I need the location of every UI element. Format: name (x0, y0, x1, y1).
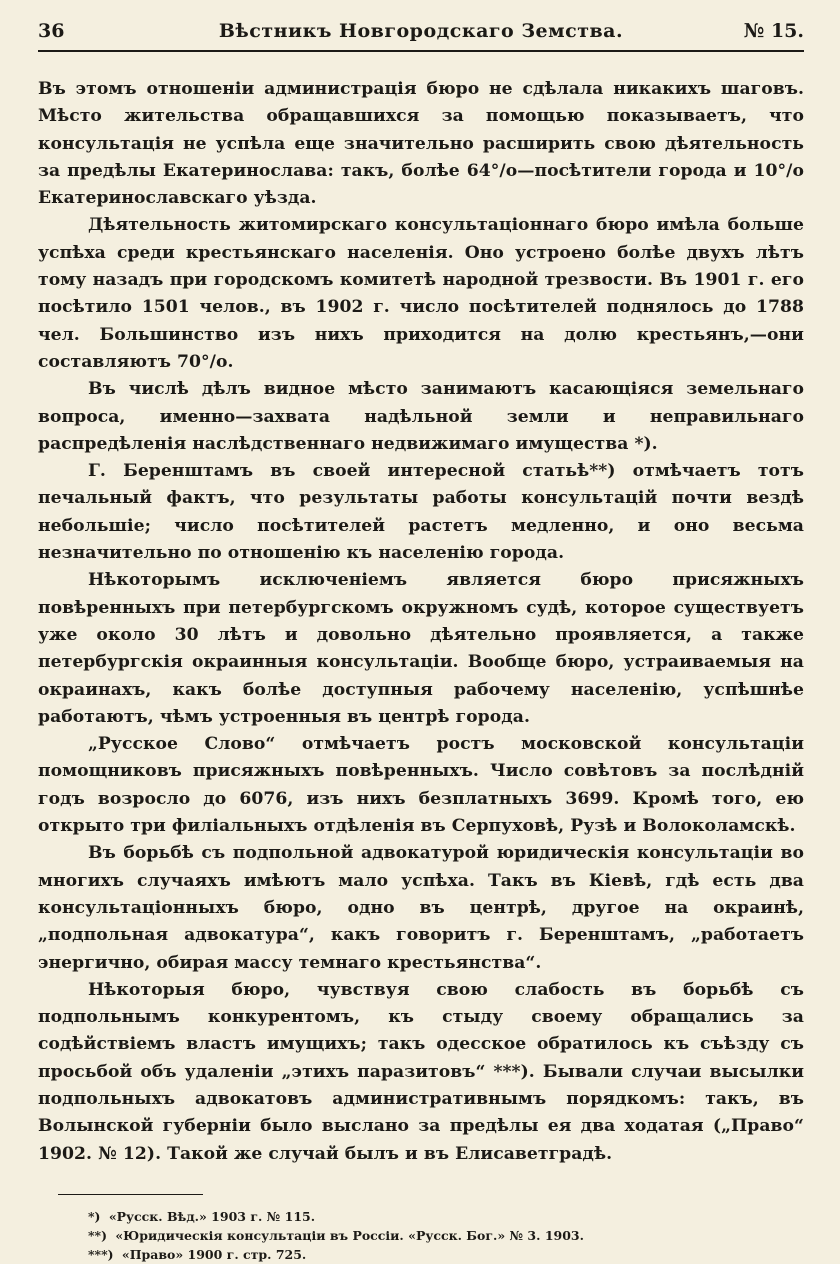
paragraph: Въ числѣ дѣлъ видное мѣсто занимаютъ касающіяся земельнаго вопроса, именно—захвата надѣльной земли и неправильнаго распредѣленія наслѣдственнаго недвижимаго имущества *). (38, 379, 804, 454)
document-page (38, 18, 804, 1264)
body-text (38, 76, 804, 1168)
footnote-mark: *) (88, 1208, 101, 1224)
paragraph: Въ этомъ отношеніи администрація бюро не сдѣлала никакихъ шаговъ. Мѣсто жительства обращавшихся за помощью показываетъ, что консультація не успѣла еще значительно расширить свою дѣятельность за предѣлы Екатеринослава: такъ, болѣе 64°/о—посѣтители города и 10°/о Екатеринославскаго уѣзда. (38, 79, 804, 209)
footnotes (88, 1207, 804, 1264)
footnote-mark: **) (88, 1227, 107, 1243)
footnote (88, 1226, 804, 1245)
journal-title: Вѣстникъ Новгородскаго Земства. (218, 20, 624, 42)
footnote-text: «Юридическія консультаціи въ Россіи. «Русск. Бог.» № 3. 1903. (115, 1227, 584, 1243)
paragraph: „Русское Слово“ отмѣчаетъ ростъ московской консультаціи помощниковъ присяжныхъ повѣренныхъ. Число совѣтовъ за послѣдній годъ возросло до 6076, изъ нихъ безплатныхъ 3699. Кромѣ того, ею открыто три филіальныхъ отдѣленія въ Серпуховѣ, Рузѣ и Волоколамскѣ. (38, 734, 804, 837)
header-rule (38, 50, 804, 52)
footnote-text: «Русск. Вѣд.» 1903 г. № 115. (108, 1208, 316, 1224)
footnote (88, 1207, 804, 1226)
paragraph: Нѣкоторыя бюро, чувствуя свою слабость въ борьбѣ съ подпольнымъ конкурентомъ, къ стыду своему обращались за содѣйствіемъ властъ имущихъ; такъ одесское обратилось къ съѣзду съ просьбой объ удаленіи „этихъ паразитовъ“ ***). Бывали случаи высылки подпольныхъ адвокатовъ административнымъ порядкомъ: такъ, въ Волынской губерніи было выслано за предѣлы ея два ходатая („Право“ 1902. № 12). Такой же случай былъ и въ Елисаветградѣ. (38, 979, 804, 1164)
footnote-mark: ***) (88, 1246, 114, 1262)
issue-number: № 15. (743, 20, 804, 42)
footnote (88, 1245, 804, 1264)
footnote-text: «Право» 1900 г. стр. 725. (121, 1246, 307, 1262)
paragraph: Въ борьбѣ съ подпольной адвокатурой юридическія консультаціи во многихъ случаяхъ имѣютъ мало успѣха. Такъ въ Кіевѣ, гдѣ есть два консультаціонныхъ бюро, одно въ центрѣ, другое на окраинѣ, „подпольная адвокатура“, какъ говоритъ г. Беренштамъ, „работаетъ энергично, обирая массу темнаго крестьянства“. (38, 843, 804, 973)
paragraph: Дѣятельность житомирскаго консультаціоннаго бюро имѣла больше успѣха среди крестьянскаго населенія. Оно устроено болѣе двухъ лѣтъ тому назадъ при городскомъ комитетѣ народной трезвости. Въ 1901 г. его посѣтило 1501 челов., въ 1902 г. число посѣтителей поднялось до 1788 чел. Большинство изъ нихъ приходится на долю крестьянъ,—они составляютъ 70°/о. (38, 215, 804, 372)
paragraph: Нѣкоторымъ исключеніемъ является бюро присяжныхъ повѣренныхъ при петербургскомъ окружномъ судѣ, которое существуетъ уже около 30 лѣтъ и довольно дѣятельно проявляется, а также петербургскія окраинныя консультаціи. Вообще бюро, устраиваемыя на окраинахъ, какъ болѣе доступныя рабочему населенію, успѣшнѣе работаютъ, чѣмъ устроенныя въ центрѣ города. (38, 570, 804, 727)
paragraph: Г. Беренштамъ въ своей интересной статьѣ**) отмѣчаетъ тотъ печальный фактъ, что результаты работы консультацій почти вездѣ небольшіе; число посѣтителей растетъ медленно, и оно весьма незначительно по отношенію къ населенію города. (38, 461, 804, 564)
page-number: 36 (38, 20, 65, 42)
footnote-rule (58, 1194, 203, 1195)
running-head (38, 18, 804, 48)
